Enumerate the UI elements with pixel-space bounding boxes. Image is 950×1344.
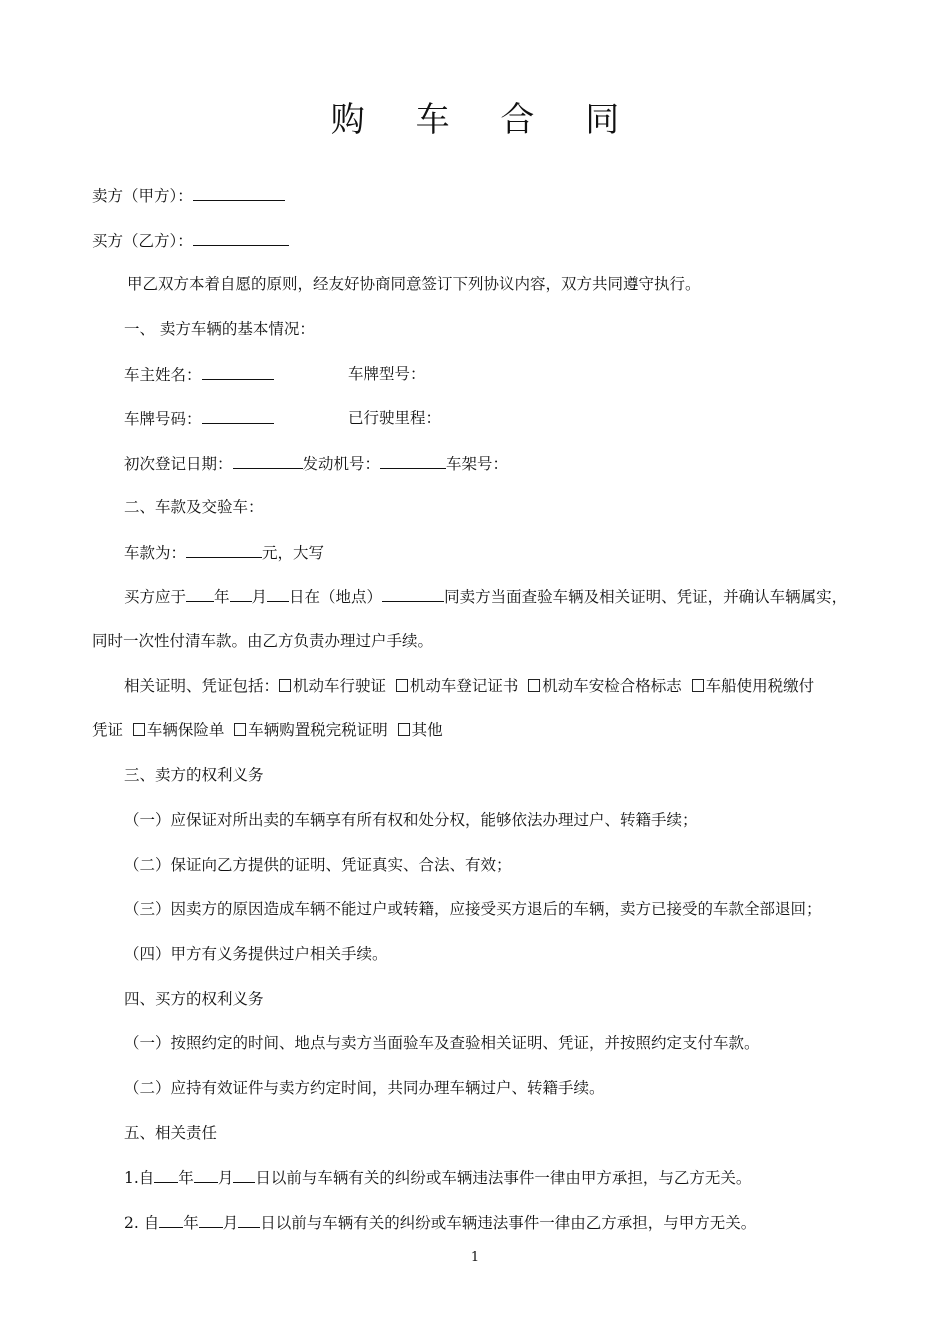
frame-no-label: 车架号： [446, 455, 509, 473]
doc-vehicle-tax: 车船使用税缴付 [705, 677, 815, 695]
documents-label: 相关证明、凭证包括： [124, 677, 280, 695]
item2-year-blank[interactable] [159, 1212, 183, 1228]
first-reg-date-label: 初次登记日期： [124, 455, 233, 473]
item2-day-blank[interactable] [238, 1212, 260, 1228]
owner-name-blank[interactable] [202, 364, 274, 380]
price-label: 车款为： [124, 544, 187, 562]
engine-no-blank[interactable] [380, 453, 446, 469]
section3-item2: （二）保证向乙方提供的证明、凭证真实、合法、有效； [124, 856, 512, 874]
item2-rest: 日以前与车辆有关的纠纷或车辆违法事件一律由乙方承担，与甲方无关。 [260, 1214, 757, 1232]
inspection-line [124, 586, 847, 607]
item1-rest: 日以前与车辆有关的纠纷或车辆违法事件一律由甲方承担，与乙方无关。 [255, 1169, 752, 1187]
checkbox-registration-cert[interactable] [396, 679, 408, 692]
inspect-month-label: 月 [251, 588, 268, 606]
checkbox-purchase-tax[interactable] [234, 723, 246, 736]
section1-heading: 一、 卖方车辆的基本情况： [124, 320, 315, 338]
engine-no-label: 发动机号： [302, 455, 381, 473]
plate-number-line [124, 408, 274, 429]
item2-year-label: 年 [183, 1214, 199, 1232]
intro-paragraph: 甲乙双方本着自愿的原则，经友好协商同意签订下列协议内容，双方共同遵守执行。 [127, 275, 701, 293]
section3-heading: 三、卖方的权利义务 [124, 766, 264, 784]
page-number: 1 [470, 1250, 480, 1265]
checkbox-driving-license[interactable] [279, 679, 291, 692]
price-line [124, 542, 324, 563]
owner-name-label: 车主姓名： [124, 366, 202, 384]
price-unit: 元，大写 [262, 544, 325, 562]
doc-other: 其他 [411, 721, 443, 739]
inspect-month-blank[interactable] [230, 586, 252, 602]
inspect-day-blank[interactable] [267, 586, 289, 602]
item2-month-label: 月 [222, 1214, 239, 1232]
section4-item1: （一）按照约定的时间、地点与卖方当面验车及查验相关证明、凭证，并按照约定支付车款。 [124, 1034, 760, 1052]
doc-vehicle-tax-cont: 凭证 [92, 721, 124, 739]
section5-item2 [124, 1212, 756, 1233]
checkbox-other[interactable] [398, 723, 410, 736]
section5-item1 [124, 1167, 751, 1188]
section3-item1: （一）应保证对所出卖的车辆享有所有权和处分权，能够依法办理过户、转籍手续； [124, 811, 698, 829]
inspect-year-label: 年 [214, 588, 230, 606]
inspect-year-blank[interactable] [186, 586, 214, 602]
owner-name-line [124, 364, 274, 385]
mileage-label: 已行驶里程： [348, 409, 442, 427]
checkbox-inspection-mark[interactable] [528, 679, 540, 692]
item1-month-blank[interactable] [194, 1167, 218, 1183]
doc-registration-cert: 机动车登记证书 [409, 677, 519, 695]
buyer-label: 买方（乙方）： [92, 232, 193, 250]
documents-line-2 [92, 720, 443, 740]
item1-year-label: 年 [178, 1169, 194, 1187]
inspect-place-label: 日在（地点） [289, 588, 383, 606]
plate-model-label: 车牌型号： [348, 365, 426, 383]
inspect-text-a: 买方应于 [124, 588, 187, 606]
doc-inspection-mark: 机动车安检合格标志 [542, 677, 682, 695]
documents-line [124, 676, 814, 696]
plate-number-blank[interactable] [202, 408, 274, 424]
section3-item3: （三）因卖方的原因造成车辆不能过户或转籍，应接受买方退后的车辆，卖方已接受的车款全部退回； [124, 900, 822, 918]
inspect-text-b: 同卖方当面查验车辆及相关证明、凭证，并确认车辆属实， [444, 588, 848, 606]
item2-month-blank[interactable] [199, 1212, 223, 1228]
doc-purchase-tax: 车辆购置税完税证明 [248, 721, 388, 739]
seller-label: 卖方（甲方）： [92, 187, 193, 205]
item1-month-label: 月 [217, 1169, 234, 1187]
section3-item4: （四）甲方有义务提供过户相关手续。 [124, 945, 388, 963]
doc-insurance: 车辆保险单 [146, 721, 225, 739]
seller-blank[interactable] [193, 185, 285, 201]
registration-line [124, 453, 508, 474]
inspection-continuation: 同时一次性付清车款。由乙方负责办理过户手续。 [92, 632, 434, 650]
section4-heading: 四、买方的权利义务 [124, 990, 264, 1008]
seller-line [92, 185, 285, 206]
inspect-place-blank[interactable] [382, 586, 444, 602]
price-blank[interactable] [186, 542, 262, 558]
checkbox-insurance[interactable] [133, 723, 145, 736]
checkbox-vehicle-tax[interactable] [692, 679, 704, 692]
contract-title: 购 车 合 同 [330, 100, 640, 140]
section5-heading: 五、相关责任 [124, 1124, 218, 1142]
buyer-blank[interactable] [193, 230, 289, 246]
doc-driving-license: 机动车行驶证 [293, 677, 387, 695]
section2-heading: 二、车款及交验车： [124, 498, 264, 516]
section4-item2: （二）应持有效证件与卖方约定时间，共同办理车辆过户、转籍手续。 [124, 1079, 605, 1097]
item1-day-blank[interactable] [233, 1167, 255, 1183]
item2-prefix: 2. 自 [124, 1214, 160, 1232]
plate-number-label: 车牌号码： [124, 410, 202, 428]
first-reg-date-blank[interactable] [233, 453, 303, 469]
item1-year-blank[interactable] [154, 1167, 178, 1183]
buyer-line [92, 230, 289, 251]
item1-prefix: 1.自 [124, 1169, 155, 1187]
